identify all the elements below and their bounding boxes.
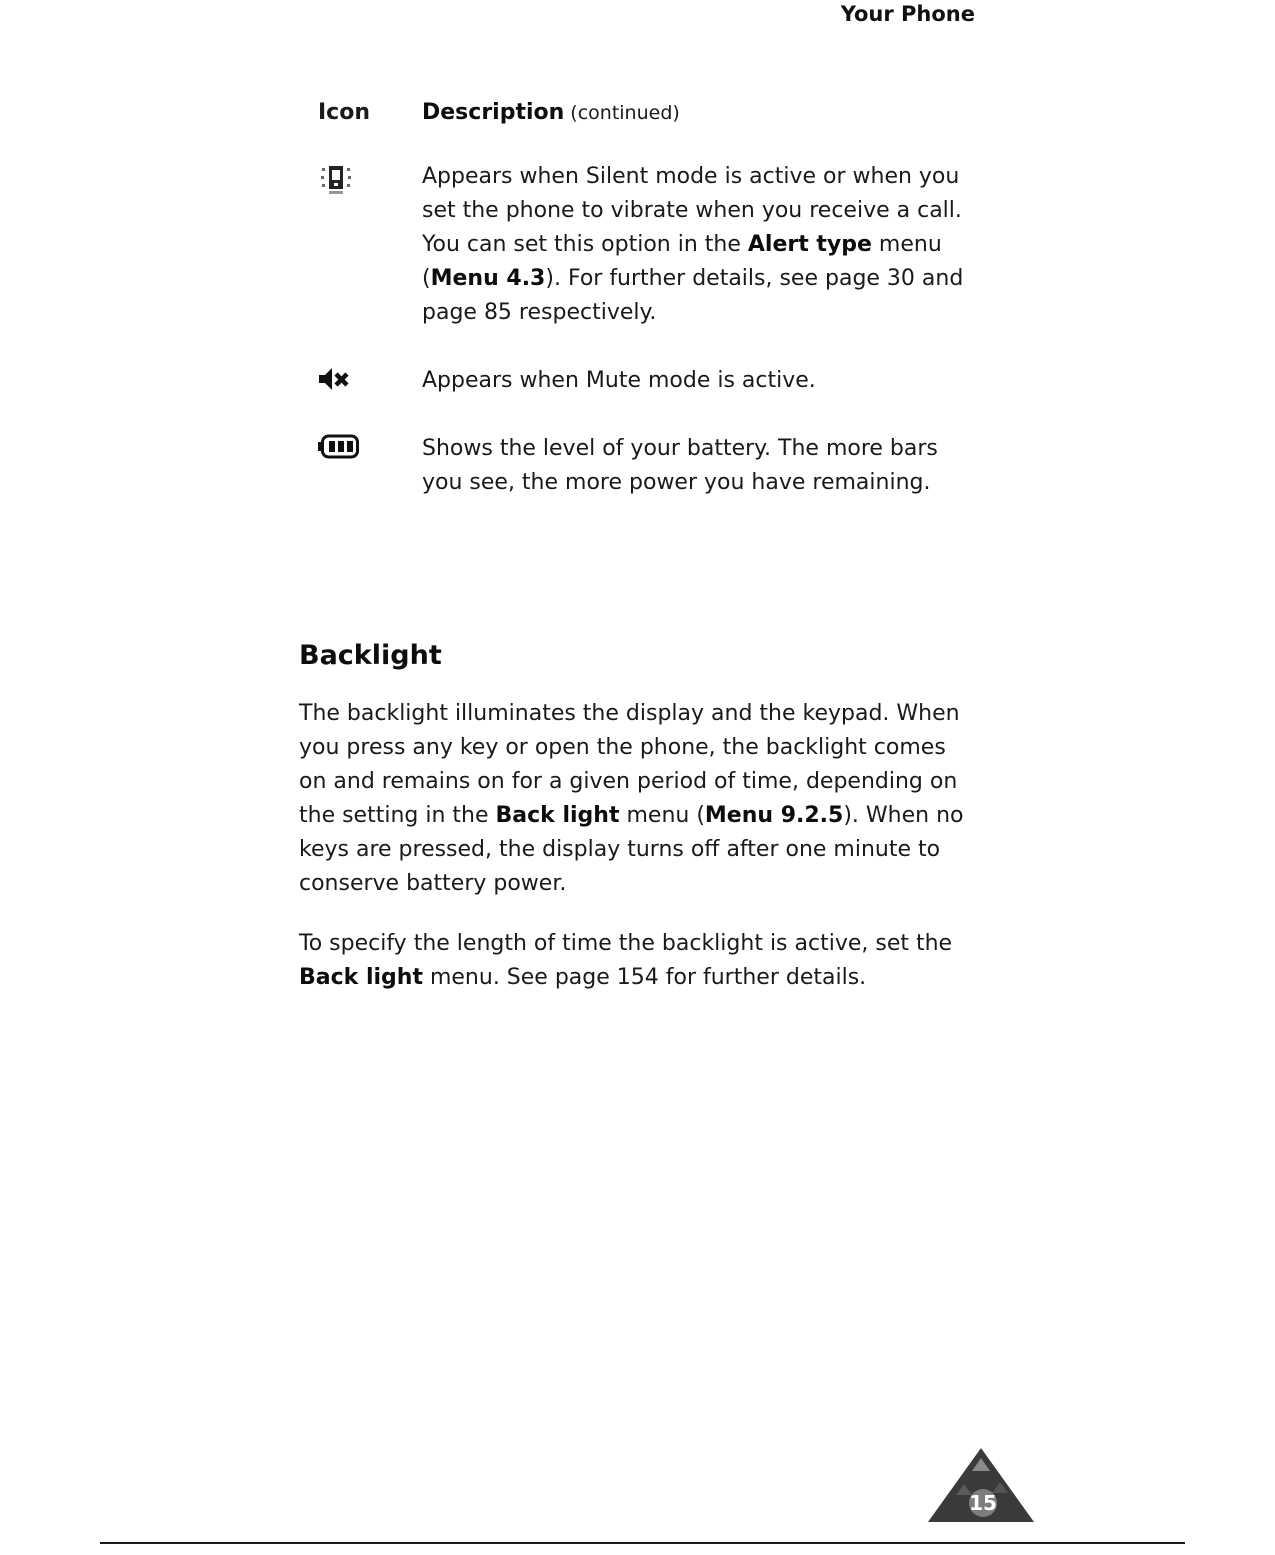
col-header-continued-label: (continued) [570, 102, 680, 124]
icon-description: Shows the level of your battery. The more bars you see, the more power you have remaining. [422, 436, 938, 495]
icon-table-header [318, 96, 973, 130]
icon-table [318, 96, 973, 534]
table-row [318, 364, 973, 398]
icon-description: Appears when Silent mode is active or when you set the phone to vibrate when you receive a call. You can set this option in the Alert type menu (Menu 4.3). For further details, see page 30 and page 85 respectively. [422, 164, 964, 325]
running-header: Your Phone [840, 2, 975, 26]
col-header-description-label: Description [422, 100, 565, 125]
col-header-icon: Icon [318, 100, 371, 125]
page-number-marker [928, 1448, 1034, 1522]
triangle-icon [928, 1448, 1034, 1522]
icon-cell [318, 364, 422, 398]
icon-cell [318, 432, 422, 500]
bottom-rule [100, 1542, 1185, 1544]
paragraph: To specify the length of time the backlight is active, set the Back light menu. See page 154 for further details. [299, 931, 953, 990]
page-number: 15 [969, 1491, 997, 1515]
section-heading: Backlight [299, 640, 442, 671]
table-row [318, 160, 973, 330]
col-header-description [422, 96, 970, 130]
backlight-section [299, 640, 975, 1021]
table-row [318, 432, 973, 500]
icon-description: Appears when Mute mode is active. [422, 368, 816, 393]
paragraph: The backlight illuminates the display and the keypad. When you press any key or open the phone, the backlight comes on and remains on for a given period of time, depending on the setting in the Back light menu (Menu 9.2.5). When no keys are pressed, the display turns off after one minute to conserve battery power. [299, 701, 964, 896]
mute-mode-icon [318, 366, 350, 392]
icon-cell [318, 160, 422, 330]
silent-mode-icon [318, 162, 354, 196]
battery-level-icon [318, 434, 360, 460]
